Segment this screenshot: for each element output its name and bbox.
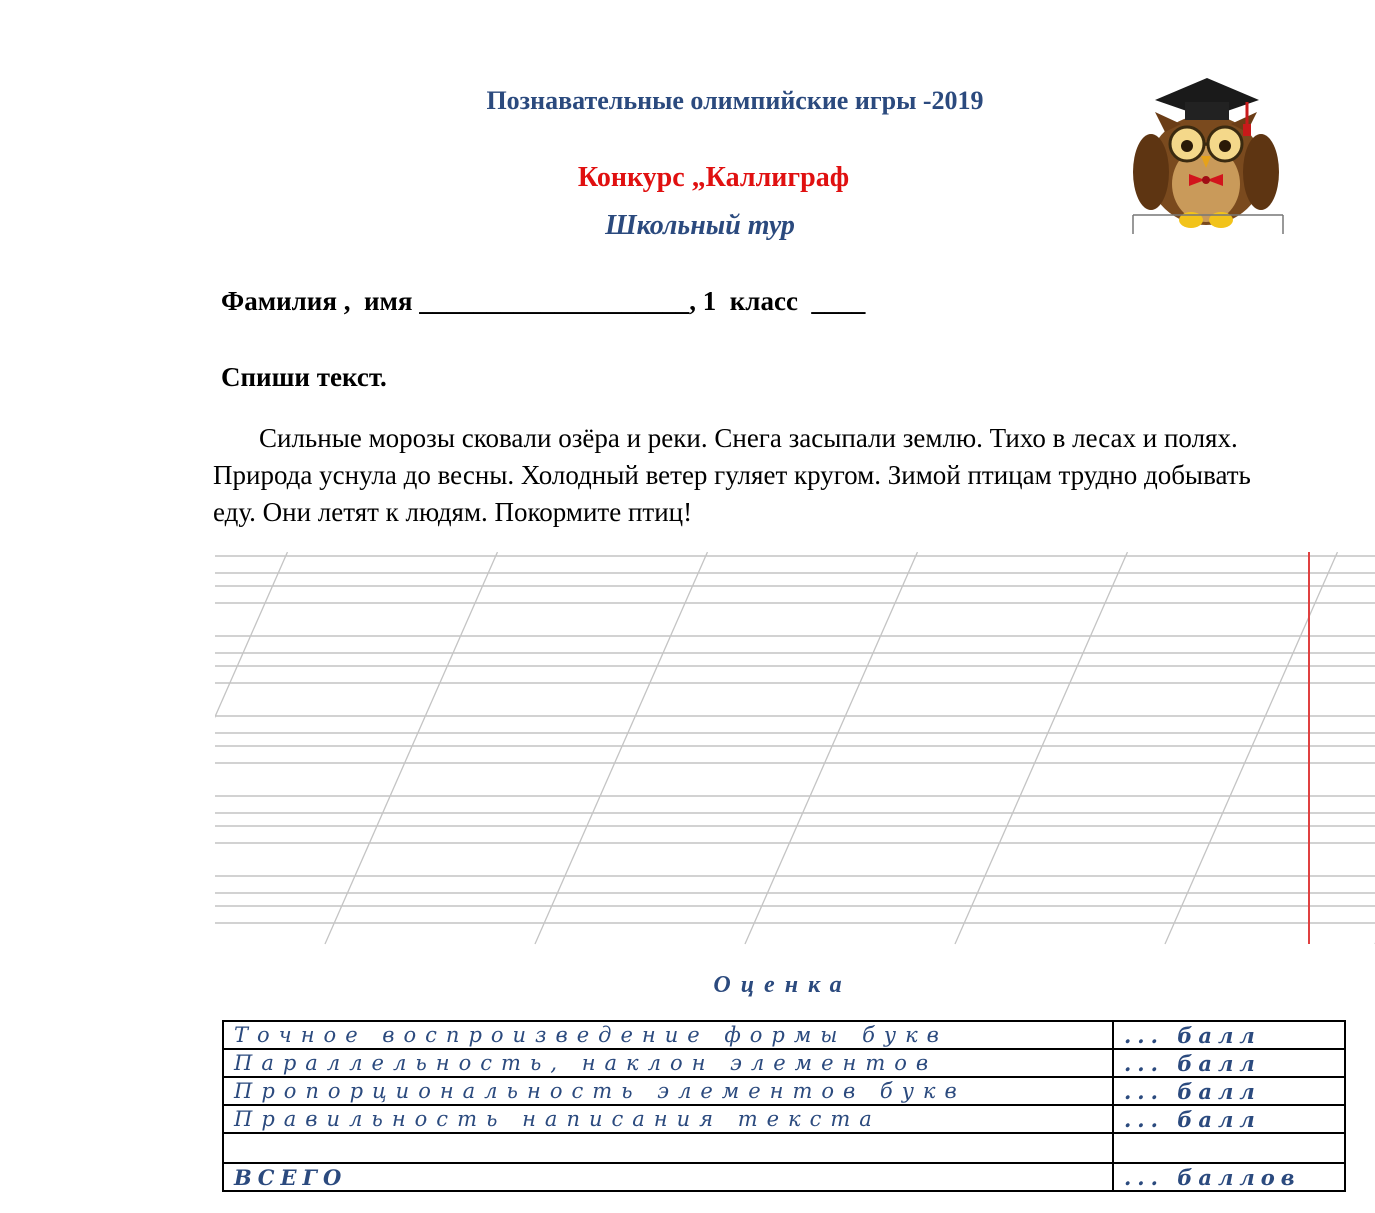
score-cell[interactable]: ... балл [1113,1077,1345,1105]
passage-line: Сильные морозы сковали озёра и реки. Снега засыпали землю. Тихо в лесах и полях. [259,423,1238,453]
criterion-cell: Точное воспроизведение формы букв [223,1021,1113,1049]
round-name: Школьный тур [605,210,795,241]
slant-guide-line [1165,552,1337,944]
slant-guide-line [325,552,497,944]
task-instruction: Спиши текст. [221,362,387,392]
slant-guide-line [745,552,917,944]
score-cell[interactable]: ... балл [1113,1021,1345,1049]
grading-row [223,1105,1345,1133]
slant-guide-line [955,552,1127,944]
calligraphy-ruling-area[interactable] [215,552,1375,947]
blank-cell[interactable] [1113,1133,1345,1163]
grading-row-blank [223,1133,1345,1163]
slant-guide-line [215,552,287,944]
criterion-cell: Параллельность, наклон элементов [223,1049,1113,1077]
owl-graduate-icon [1125,72,1287,237]
score-cell[interactable]: ... балл [1113,1049,1345,1077]
grading-table [222,1020,1346,1192]
total-label: ВСЕГО [223,1163,1113,1191]
slant-guide-line [535,552,707,944]
grading-row [223,1049,1345,1077]
blank-cell [223,1133,1113,1163]
copy-passage [213,420,1375,531]
criterion-cell: Правильность написания текста [223,1105,1113,1133]
criterion-cell: Пропорциональность элементов букв [223,1077,1113,1105]
student-name-line: Фамилия , имя ____________________, 1 класс ____ [221,286,866,316]
contest-name: Конкурс „Каллиграф [577,162,850,193]
total-score[interactable]: ... баллов [1113,1163,1345,1191]
passage-line: еду. Они летят к людям. Покормите птиц! [213,497,693,527]
score-cell[interactable]: ... балл [1113,1105,1345,1133]
grading-heading: Оценка [713,972,852,998]
grading-row [223,1021,1345,1049]
passage-line: Природа уснула до весны. Холодный ветер гуляет кругом. Зимой птицам трудно добывать [213,460,1251,490]
grading-total-row [223,1163,1345,1191]
olympiad-title: Познавательные олимпийские игры -2019 [486,86,984,115]
grading-row [223,1077,1345,1105]
